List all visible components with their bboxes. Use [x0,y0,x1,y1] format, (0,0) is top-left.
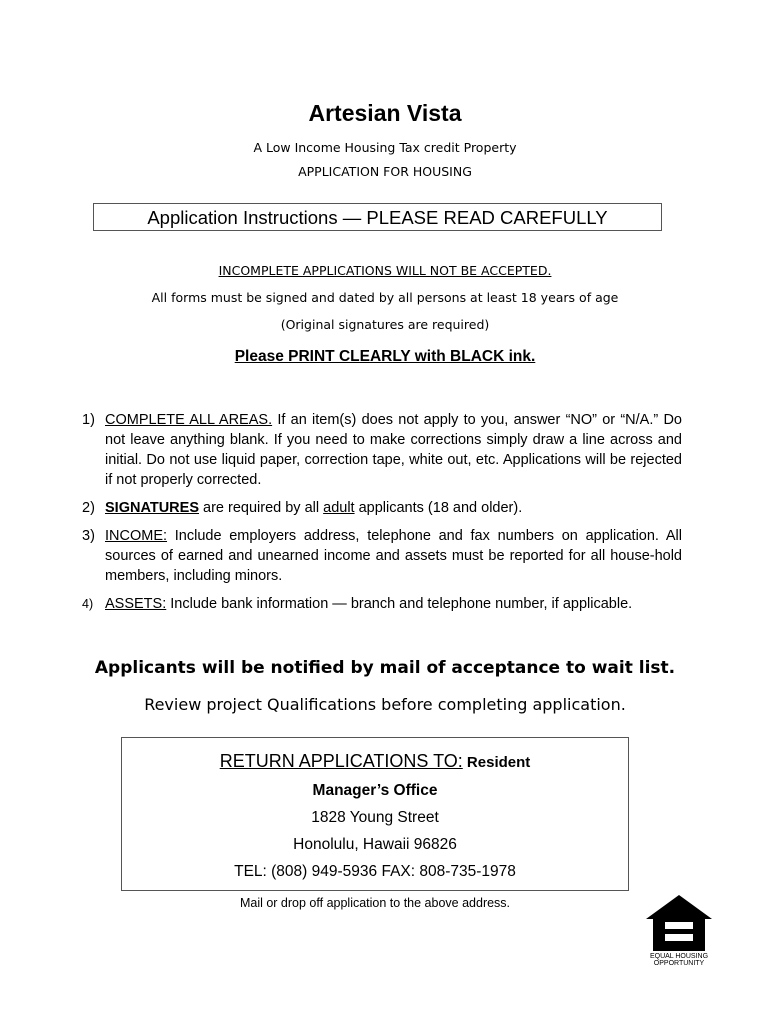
equal-housing-text-line1: EQUAL HOUSING [649,953,709,960]
instruction-list [82,410,682,622]
return-heading-line [122,751,628,772]
item-number: 1) [82,412,95,428]
return-phone: TEL: (808) 949-5936 FAX: 808-735-1978 [234,863,516,880]
item-heading: SIGNATURES [105,500,199,516]
return-address-box [121,737,629,891]
item-number: 4) [82,597,94,611]
review-statement: Review project Qualifications before completing application. [144,695,626,714]
instructions-banner: Application Instructions — PLEASE READ CAREFULLY [93,203,662,231]
item-body: Include bank information — branch and telephone number, if applicable. [166,596,633,612]
list-item [82,594,682,614]
return-city: Honolulu, Hawaii 96826 [293,836,457,853]
item-body: If an item(s) does not apply to you, answer “NO” or “N/A.” Do not leave anything blank. If you need to make corrections simply draw a line across and initial. Do not use liquid paper, correction tape, white out, etc. Applications will be rejected if not properly corrected. [105,412,682,488]
return-office: Manager’s Office [312,782,438,799]
item-heading: COMPLETE ALL AREAS. [105,412,273,428]
item-heading: ASSETS: [105,596,167,612]
item-number: 3) [82,528,95,544]
property-subtitle: A Low Income Housing Tax credit Property [253,140,517,155]
equal-housing-opportunity-icon [644,893,714,953]
form-name: APPLICATION FOR HOUSING [298,164,472,179]
equal-housing-text [644,953,714,967]
return-street: 1828 Young Street [311,809,439,826]
incomplete-notice: INCOMPLETE APPLICATIONS WILL NOT BE ACCEPTED. [218,263,552,278]
item-body: applicants (18 and older). [354,500,523,516]
page-title: Artesian Vista [308,100,462,126]
item-body: are required by all [199,500,324,516]
return-heading: RETURN APPLICATIONS TO: [219,751,463,771]
item-body: Include employers address, telephone and fax numbers on application. All sources of earned and unearned income and assets must be reported for all house-hold members, including minors. [105,528,682,584]
mail-note: Mail or drop off application to the above address. [239,896,511,910]
return-recipient: Resident [462,754,531,771]
original-signature-notice: (Original signatures are required) [280,317,490,332]
notification-statement: Applicants will be notified by mail of acceptance to wait list. [94,658,676,678]
list-item [82,410,682,490]
list-item [82,526,682,586]
signature-notice: All forms must be signed and dated by all persons at least 18 years of age [151,290,619,305]
equal-housing-logo [644,893,714,969]
list-item [82,498,682,518]
item-body-underlined: adult [323,500,355,516]
print-clearly-notice: Please PRINT CLEARLY with BLACK ink. [234,348,536,365]
item-heading: INCOME: [105,528,168,544]
equal-housing-text-line2: OPPORTUNITY [653,960,705,967]
item-number: 2) [82,500,95,516]
